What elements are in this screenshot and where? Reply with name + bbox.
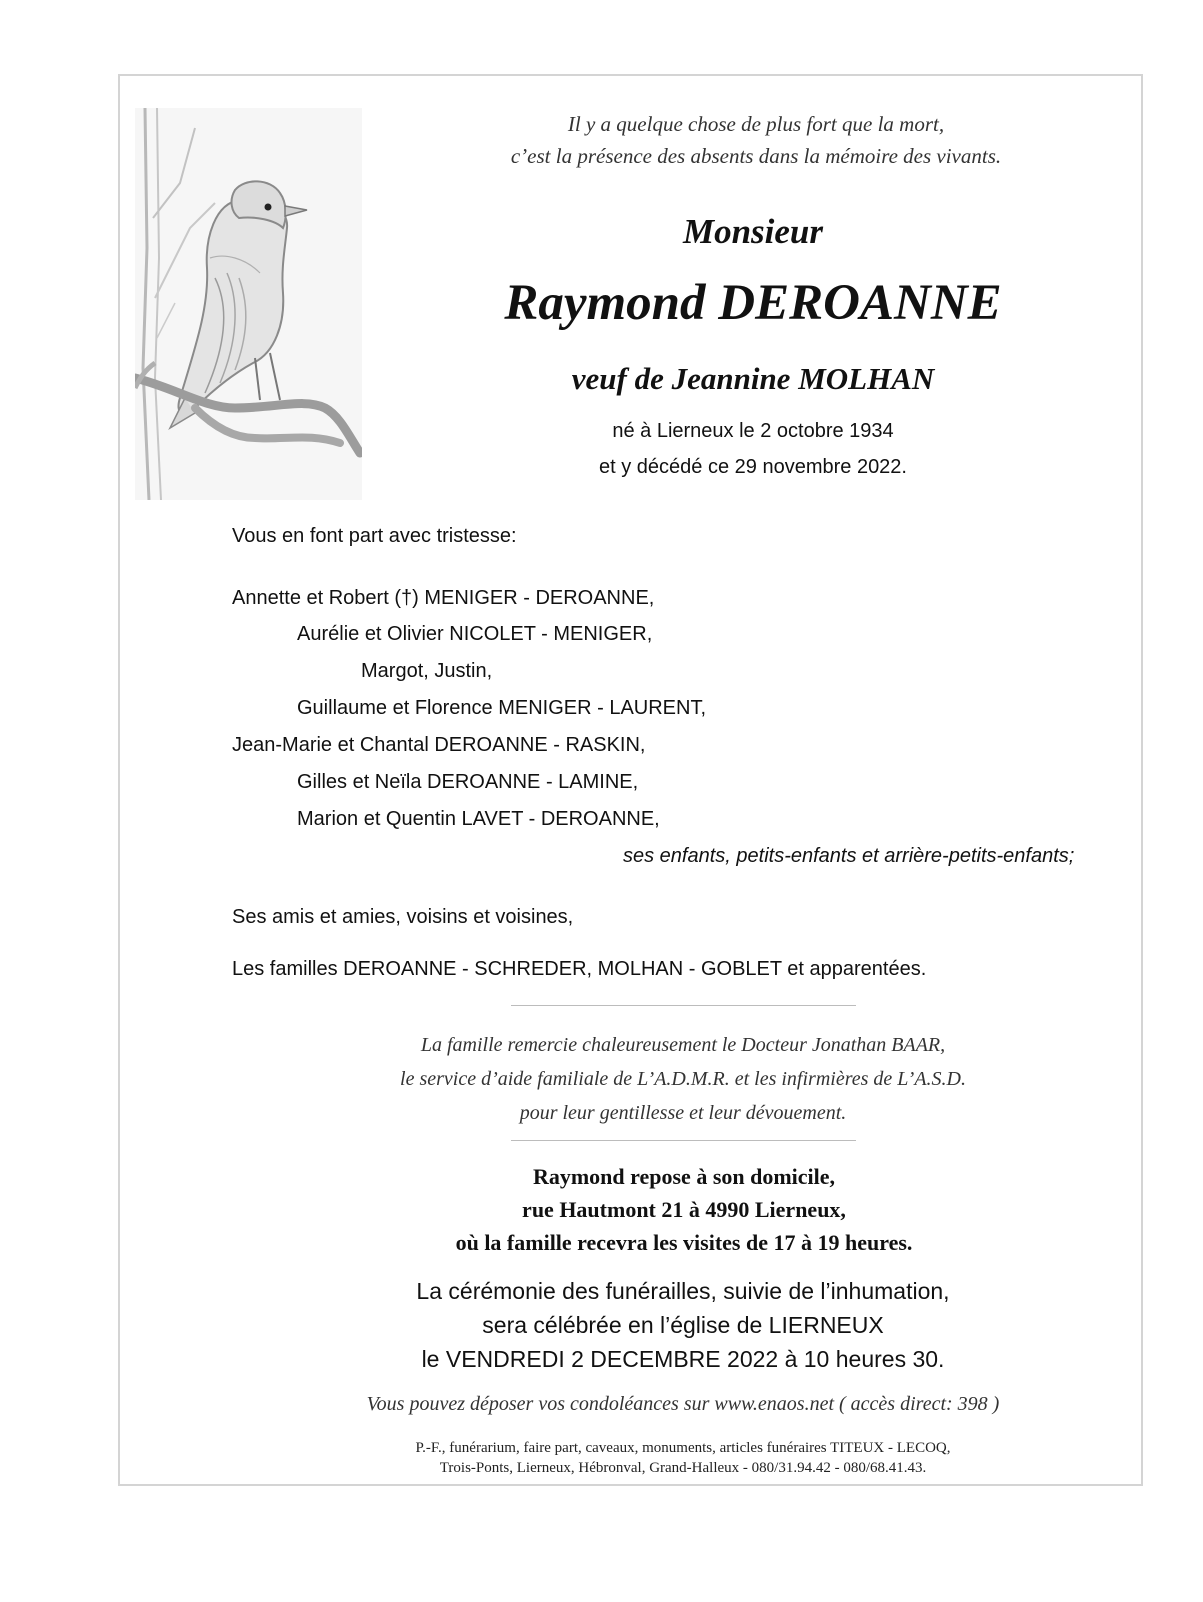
footer-line-2: Trois-Ponts, Lierneux, Hébronval, Grand-Halleux - 080/31.94.42 - 080/68.41.43. bbox=[439, 1460, 927, 1476]
friends-line: Ses amis et amies, voisins et voisines, bbox=[232, 906, 574, 928]
ceremony-line-3: le VENDREDI 2 DECEMBRE 2022 à 10 heures 30. bbox=[421, 1346, 945, 1372]
condolences-note: Vous pouvez déposer vos condoléances sur www.enaos.net ( accès direct: 398 ) bbox=[366, 1393, 1000, 1415]
thanks-line-2: le service d’aide familiale de L’A.D.M.R. et les infirmières de L’A.S.D. bbox=[400, 1068, 966, 1090]
quote-line-1: Il y a quelque chose de plus fort que la mort, bbox=[567, 112, 945, 136]
death-date: et y décédé ce 29 novembre 2022. bbox=[599, 456, 907, 478]
divider-top bbox=[511, 1005, 856, 1006]
family-line: Margot, Justin, bbox=[361, 660, 493, 682]
family-line: Jean-Marie et Chantal DEROANNE - RASKIN, bbox=[232, 734, 646, 756]
repose-line-3: où la famille recevra les visites de 17 à 19 heures. bbox=[455, 1230, 913, 1255]
family-relation: ses enfants, petits-enfants et arrière-petits-enfants; bbox=[623, 845, 1075, 867]
family-line: Annette et Robert (†) MENIGER - DEROANNE, bbox=[232, 587, 655, 609]
repose-line-1: Raymond repose à son domicile, bbox=[532, 1164, 836, 1189]
family-line: Marion et Quentin LAVET - DEROANNE, bbox=[297, 808, 660, 830]
footer-line-1: P.-F., funérarium, faire part, caveaux, monuments, articles funéraires TITEUX - LECOQ, bbox=[415, 1440, 951, 1456]
bird-sketch-illustration bbox=[135, 108, 362, 500]
widow-of: veuf de Jeannine MOLHAN bbox=[571, 361, 935, 396]
thanks-line-3: pour leur gentillesse et leur dévouement. bbox=[519, 1102, 847, 1124]
family-line: Aurélie et Olivier NICOLET - MENIGER, bbox=[297, 623, 653, 645]
announcement-intro: Vous en font part avec tristesse: bbox=[232, 525, 517, 547]
quote-line-2: c’est la présence des absents dans la mémoire des vivants. bbox=[510, 144, 1002, 168]
family-line: Guillaume et Florence MENIGER - LAURENT, bbox=[297, 697, 707, 719]
birth-date: né à Lierneux le 2 octobre 1934 bbox=[612, 420, 894, 442]
deceased-name: Raymond DEROANNE bbox=[504, 275, 1002, 331]
thanks-line-1: La famille remercie chaleureusement le Docteur Jonathan BAAR, bbox=[420, 1034, 946, 1056]
family-line: Gilles et Neïla DEROANNE - LAMINE, bbox=[297, 771, 639, 793]
repose-line-2: rue Hautmont 21 à 4990 Lierneux, bbox=[522, 1197, 846, 1222]
ceremony-line-1: La cérémonie des funérailles, suivie de l’inhumation, bbox=[416, 1278, 950, 1304]
ceremony-line-2: sera célébrée en l’église de LIERNEUX bbox=[482, 1312, 884, 1338]
families-line: Les familles DEROANNE - SCHREDER, MOLHAN - GOBLET et apparentées. bbox=[232, 958, 927, 980]
divider-bottom bbox=[511, 1140, 856, 1141]
honorific: Monsieur bbox=[682, 212, 824, 251]
